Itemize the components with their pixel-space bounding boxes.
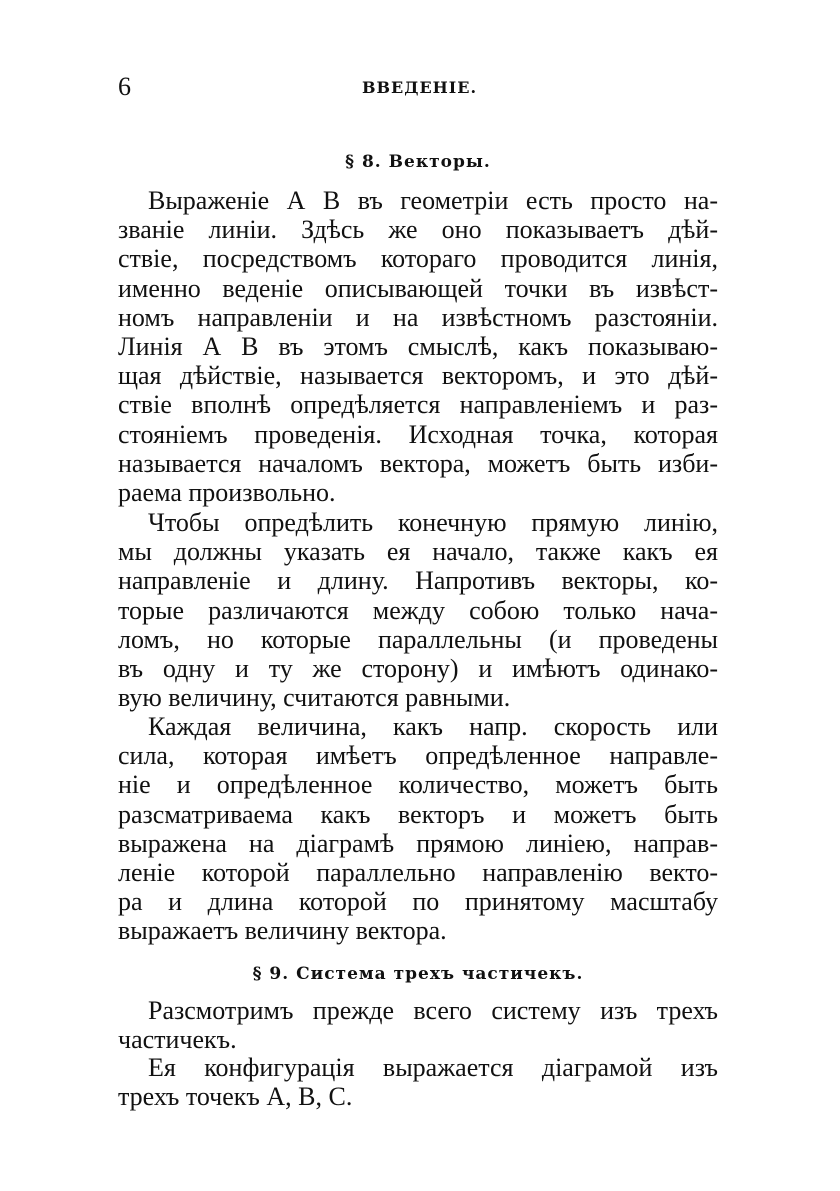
paragraph [118,508,718,712]
text-line: трехъ точекъ А, В, С. [118,1082,353,1112]
paragraph [118,186,718,507]
section-9-heading: § 9. Система трехъ частичекъ. [252,964,584,984]
text-line: мы должны указать ея начало, также какъ ея [118,537,718,567]
text-line: выражена на діаграмѣ прямою линіею, направ- [118,828,718,858]
text-line: направленіе и длину. Напротивъ векторы, ко- [118,566,718,596]
text-line: званіе линіи. Здѣсь же оно показываетъ дѣй- [118,215,718,245]
text-line: ломъ, но которые параллельны (и проведены [118,624,718,654]
text-line: сила, которая имѣетъ опредѣленное направле- [118,741,718,771]
paragraph [118,712,718,946]
text-line: Ея конфигурація выражается діаграмой изъ [148,1053,718,1082]
text-line: частичекъ. [118,1025,237,1055]
text-line: номъ направленіи и на извѣстномъ разстояніи. [118,302,718,332]
text-line: щая дѣйствіе, называется векторомъ, и это дѣй- [118,361,718,391]
text-line: раема произвольно. [118,477,336,507]
text-line: называется началомъ вектора, можетъ быть изби- [118,448,718,478]
text-line: въ одну и ту же сторону) и имѣютъ одинако- [118,653,718,683]
text-line: разсматриваема какъ векторъ и можетъ быть [118,799,718,829]
text-line: Разсмотримъ прежде всего систему изъ трехъ [148,996,718,1025]
text-line: леніе которой параллельно направленію векто- [118,857,718,887]
text-line: ствіе вполнѣ опредѣляется направленіемъ и раз- [118,390,718,420]
section-8-heading: § 8. Векторы. [345,152,491,172]
text-line: ствіе, посредствомъ котораго проводится линія, [118,244,718,274]
text-line: выражаетъ величину вектора. [118,916,447,946]
text-line: Каждая величина, какъ напр. скорость или [148,712,718,741]
running-head [118,72,718,106]
text-line: торые различаются между собою только нача- [118,595,718,625]
paragraph [118,1053,718,1111]
text-line: стояніемъ проведенія. Исходная точка, которая [118,419,718,449]
text-line: Выраженіе А В въ геометріи есть просто на- [148,186,718,215]
text-line: именно веденіе описывающей точки въ извѣст- [118,273,718,303]
text-line: Чтобы опредѣлить конечную прямую линію, [148,508,718,537]
text-line: вую величину, считаются равными. [118,683,511,713]
text-line: Линія А В въ этомъ смыслѣ, какъ показываю- [118,331,718,361]
text-line: ра и длина которой по принятому масштабу [118,887,718,917]
running-title: ВВЕДЕНІЕ. [362,78,478,97]
page-number: 6 [118,72,131,101]
text-line: ніе и опредѣленное количество, можетъ быть [118,770,718,800]
paragraph [118,996,718,1054]
